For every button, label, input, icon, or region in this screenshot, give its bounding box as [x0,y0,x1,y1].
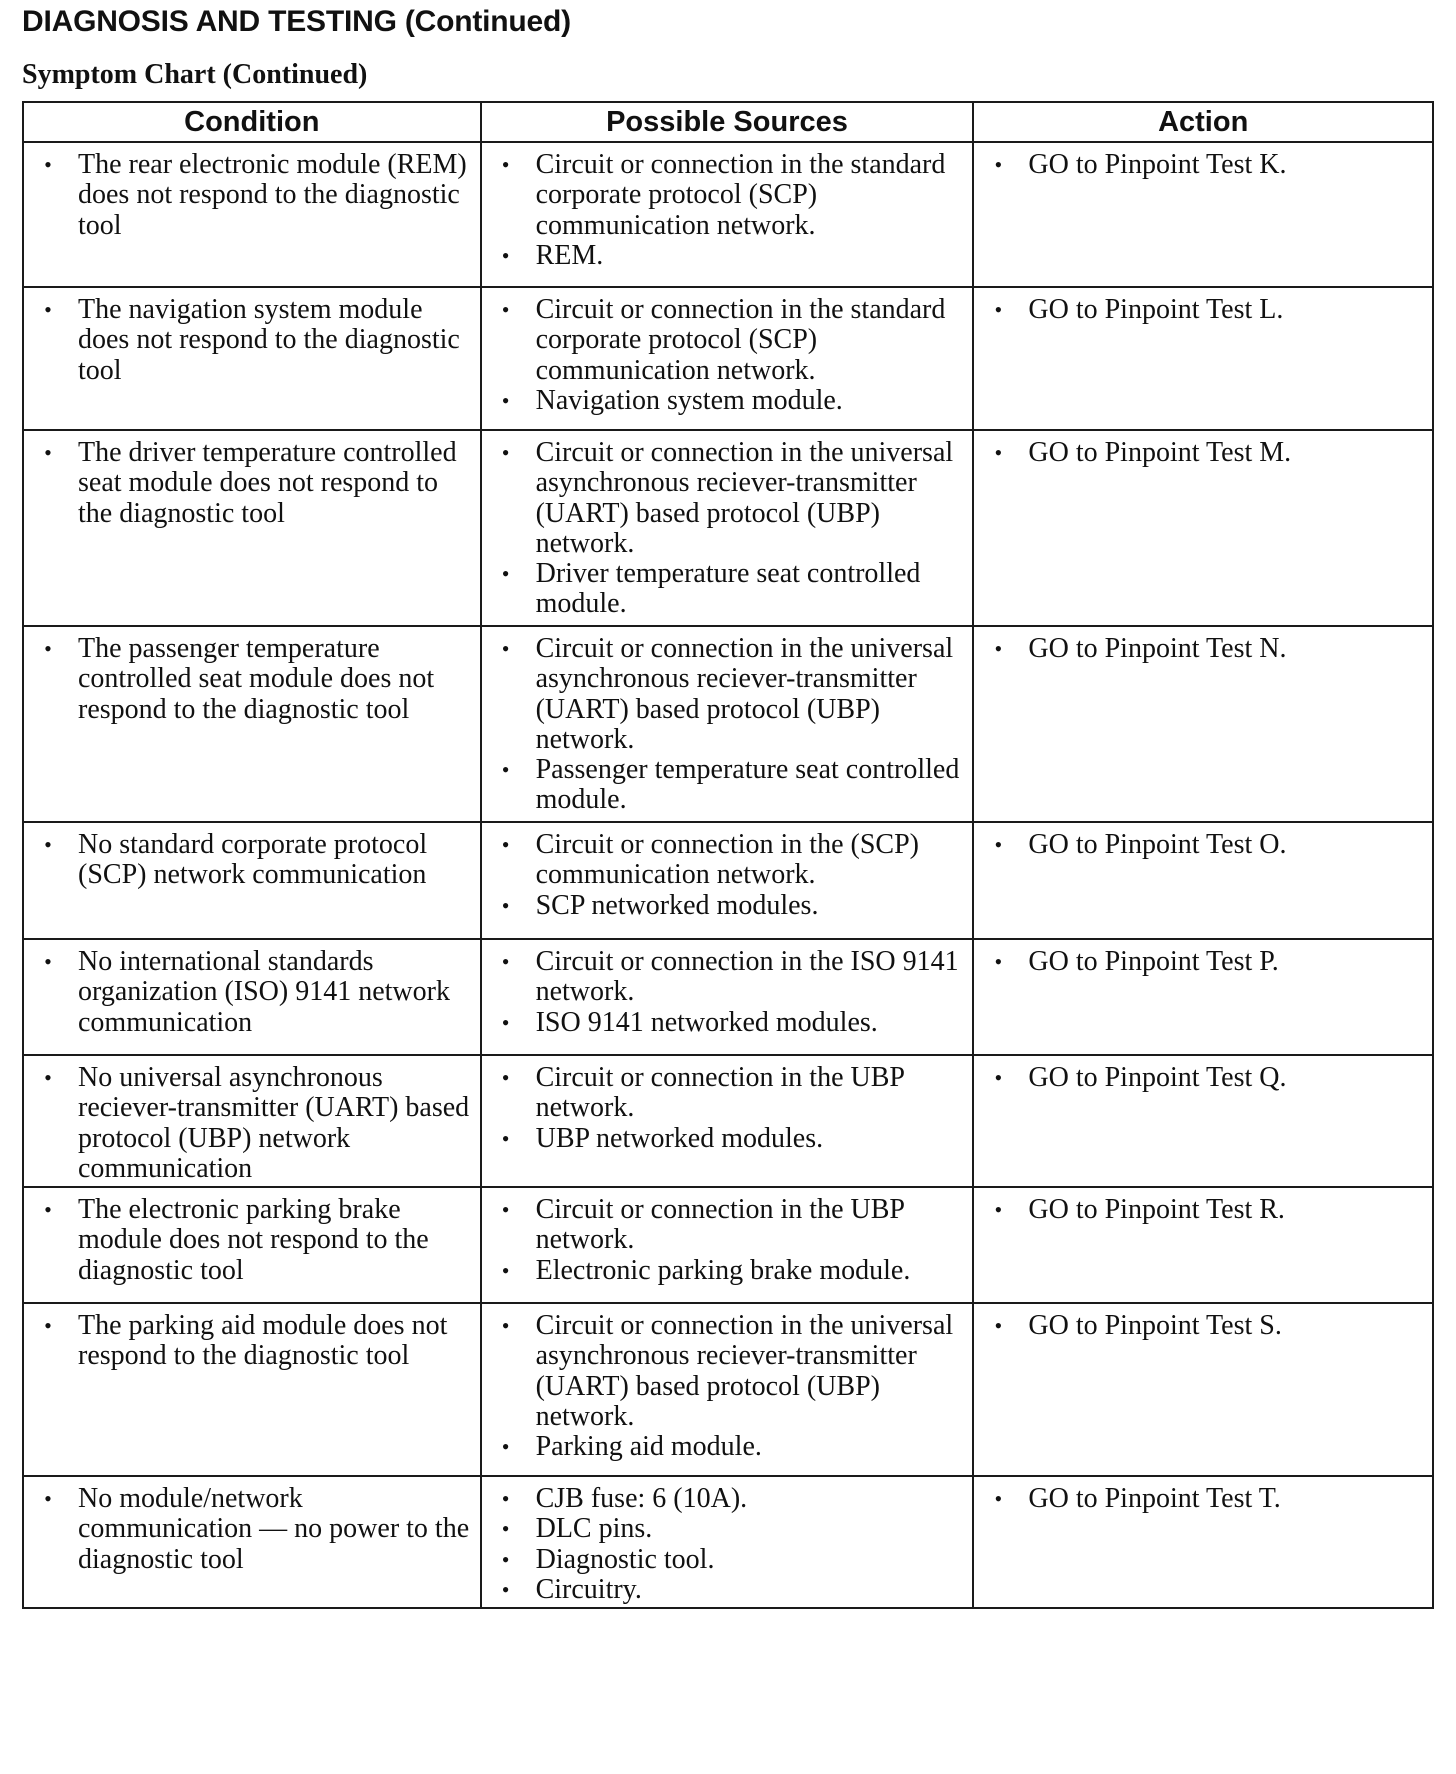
list-item [34,438,470,529]
table-header-row [23,102,1433,142]
item-text: The navigation system module does not respond to the diagnostic tool [78,294,460,386]
bullet-list [34,1063,470,1184]
item-text: GO to Pinpoint Test M. [1028,437,1292,468]
bullet-icon: • [501,152,510,177]
table-row [23,1187,1433,1303]
bullet-icon: • [44,1486,52,1512]
table-row [23,1303,1433,1476]
bullet-list [492,295,963,416]
list-item [984,634,1422,664]
item-text: GO to Pinpoint Test L. [1028,294,1284,325]
list-item [984,150,1422,180]
item-text: The driver temperature controlled seat module does not respond to the diagnostic tool [78,437,457,529]
action-cell [973,1476,1433,1608]
item-text: GO to Pinpoint Test S. [1028,1310,1282,1342]
possible-sources-cell [481,430,974,626]
item-text: CJB fuse: 6 (10A). [535,1483,748,1515]
item-text: Parking aid module. [535,1431,762,1463]
list-item [984,830,1422,860]
list-item [34,1195,470,1286]
bullet-icon: • [44,1197,52,1223]
condition-cell [23,939,481,1055]
item-text: Circuit or connection in the universal asynchronous reciever-transmitter (UART) based protocol (UBP) network. [535,1310,954,1433]
item-text: ISO 9141 networked modules. [535,1006,878,1038]
action-cell [973,939,1433,1055]
item-text: GO to Pinpoint Test R. [1028,1194,1285,1226]
list-item [492,150,963,241]
bullet-icon: • [994,1197,1003,1223]
bullet-icon: • [501,242,510,268]
list-item [984,1311,1422,1341]
bullet-icon: • [501,757,510,783]
condition-cell [23,1303,481,1476]
list-item [492,1063,963,1124]
bullet-list [492,1195,963,1286]
list-item [492,947,963,1008]
item-text: DLC pins. [535,1513,653,1545]
bullet-list [984,295,1422,325]
column-header-condition: Condition [23,102,481,142]
item-text: Diagnostic tool. [535,1543,715,1575]
item-text: Circuit or connection in the (SCP) communication network. [535,829,919,891]
possible-sources-cell [481,287,974,430]
bullet-icon: • [501,949,510,974]
list-item [492,755,963,816]
possible-sources-cell [481,1476,974,1608]
bullet-list [492,830,963,921]
condition-cell [23,1055,481,1187]
item-text: Circuit or connection in the UBP network. [535,1062,904,1124]
item-text: Circuitry. [535,1574,642,1606]
bullet-icon: • [501,1516,510,1542]
bullet-list [984,1311,1422,1341]
condition-cell [23,142,481,287]
bullet-list [984,830,1422,860]
condition-cell [23,822,481,939]
item-text: Circuit or connection in the universal asynchronous reciever-transmitter (UART) based protocol (UBP) network. [535,437,954,559]
table-body [23,142,1433,1608]
list-item [34,1311,470,1372]
bullet-list [34,830,470,891]
bullet-icon: • [501,1065,510,1090]
bullet-list [34,150,470,241]
bullet-icon: • [501,892,510,918]
item-text: Circuit or connection in the standard corporate protocol (SCP) communication network. [535,294,946,386]
action-cell [973,822,1433,939]
list-item [984,295,1422,325]
table-row [23,1476,1433,1608]
action-cell [973,287,1433,430]
bullet-icon: • [501,440,510,465]
item-text: Circuit or connection in the universal asynchronous reciever-transmitter (UART) based protocol (UBP) network. [535,633,954,755]
list-item [492,891,963,921]
bullet-icon: • [994,832,1003,857]
bullet-icon: • [44,440,52,465]
item-text: No module/network communication — no power to the diagnostic tool [78,1483,470,1575]
bullet-list [492,1311,963,1462]
bullet-list [984,438,1422,468]
list-item [984,438,1422,468]
action-cell [973,142,1433,287]
list-item [492,241,963,271]
list-item [492,295,963,386]
bullet-icon: • [501,1434,510,1460]
chart-subtitle: Symptom Chart (Continued) [22,59,368,90]
list-item [492,1432,963,1462]
item-text: REM. [535,239,604,271]
list-item [34,1484,470,1575]
condition-cell [23,287,481,430]
bullet-list [492,1484,963,1605]
bullet-list [492,150,963,271]
bullet-list [984,947,1422,977]
list-item [492,830,963,891]
item-text: Circuit or connection in the standard corporate protocol (SCP) communication network. [535,149,946,241]
item-text: SCP networked modules. [535,889,819,921]
bullet-list [492,947,963,1038]
bullet-icon: • [44,636,52,661]
list-item [492,438,963,559]
bullet-list [492,634,963,816]
action-cell [973,1187,1433,1303]
item-text: GO to Pinpoint Test P. [1028,946,1279,977]
condition-cell [23,1476,481,1608]
item-text: The electronic parking brake module does not respond to the diagnostic tool [78,1194,429,1286]
bullet-list [34,1311,470,1372]
bullet-icon: • [501,1257,510,1283]
list-item [492,1256,963,1286]
bullet-icon: • [994,636,1003,661]
list-item [492,1484,963,1514]
possible-sources-cell [481,822,974,939]
bullet-icon: • [994,949,1003,974]
item-text: GO to Pinpoint Test N. [1028,633,1287,664]
bullet-icon: • [501,387,510,413]
bullet-icon: • [501,1125,510,1151]
list-item [984,1063,1422,1093]
bullet-list [984,150,1422,180]
bullet-icon: • [994,1313,1003,1339]
item-text: Circuit or connection in the ISO 9141 network. [535,946,959,1008]
item-text: The rear electronic module (REM) does not respond to the diagnostic tool [78,149,467,241]
item-text: The passenger temperature controlled seat module does not respond to the diagnostic tool [78,633,435,725]
bullet-icon: • [994,1486,1003,1512]
list-item [984,947,1422,977]
possible-sources-cell [481,626,974,822]
list-item [492,1008,963,1038]
bullet-icon: • [501,1577,510,1603]
item-text: GO to Pinpoint Test T. [1028,1483,1281,1515]
action-cell [973,1303,1433,1476]
bullet-list [34,1195,470,1286]
list-item [492,1195,963,1256]
bullet-list [984,634,1422,664]
action-cell [973,626,1433,822]
bullet-list [984,1484,1422,1514]
list-item [34,830,470,891]
bullet-icon: • [501,636,510,661]
bullet-list [492,438,963,620]
item-text: Navigation system module. [535,384,843,416]
possible-sources-cell [481,1303,974,1476]
bullet-icon: • [44,832,52,857]
list-item [492,1545,963,1575]
bullet-icon: • [501,1486,510,1512]
bullet-list [492,1063,963,1154]
possible-sources-cell [481,1187,974,1303]
item-text: GO to Pinpoint Test Q. [1028,1062,1287,1093]
item-text: No international standards organization (ISO) 9141 network communication [78,946,450,1038]
possible-sources-cell [481,939,974,1055]
bullet-icon: • [44,1065,52,1090]
item-text: No universal asynchronous reciever-transmitter (UART) based protocol (UBP) network communication [78,1062,470,1184]
bullet-icon: • [44,152,52,177]
item-text: No standard corporate protocol (SCP) network communication [78,829,428,891]
column-header-possible-sources: Possible Sources [481,102,974,142]
bullet-icon: • [501,1197,510,1223]
bullet-list [34,634,470,725]
list-item [492,1575,963,1605]
action-cell [973,1055,1433,1187]
bullet-list [984,1063,1422,1093]
list-item [492,386,963,416]
action-cell [973,430,1433,626]
item-text: Passenger temperature seat controlled module. [535,754,960,816]
possible-sources-cell [481,1055,974,1187]
list-item [492,1514,963,1544]
bullet-list [34,947,470,1038]
list-item [34,947,470,1038]
bullet-icon: • [994,297,1003,322]
table-row [23,939,1433,1055]
list-item [492,1311,963,1432]
item-text: The parking aid module does not respond to the diagnostic tool [78,1310,448,1372]
item-text: Electronic parking brake module. [535,1254,911,1286]
page-heading: DIAGNOSIS AND TESTING (Continued) [22,5,571,38]
item-text: UBP networked modules. [535,1122,824,1154]
column-header-action: Action [973,102,1433,142]
bullet-icon: • [501,1009,510,1035]
condition-cell [23,626,481,822]
table-row [23,142,1433,287]
list-item [492,559,963,620]
item-text: GO to Pinpoint Test K. [1028,149,1287,180]
item-text: GO to Pinpoint Test O. [1028,829,1287,860]
table-row [23,1055,1433,1187]
list-item [492,1124,963,1154]
list-item [984,1484,1422,1514]
bullet-list [34,438,470,529]
condition-cell [23,1187,481,1303]
bullet-icon: • [44,949,52,974]
table-row [23,626,1433,822]
bullet-icon: • [501,297,510,322]
bullet-icon: • [501,561,510,587]
item-text: Driver temperature seat controlled module. [535,558,921,620]
bullet-icon: • [501,1313,510,1339]
bullet-icon: • [994,440,1003,465]
bullet-icon: • [44,1313,52,1339]
bullet-icon: • [994,152,1003,177]
bullet-icon: • [501,1546,510,1572]
condition-cell [23,430,481,626]
bullet-icon: • [44,297,52,322]
table-row [23,287,1433,430]
possible-sources-cell [481,142,974,287]
list-item [984,1195,1422,1225]
bullet-icon: • [994,1065,1003,1090]
list-item [492,634,963,755]
list-item [34,295,470,386]
symptom-chart-table [22,101,1434,1609]
bullet-list [984,1195,1422,1225]
bullet-list [34,295,470,386]
list-item [34,150,470,241]
table-row [23,822,1433,939]
table-row [23,430,1433,626]
list-item [34,1063,470,1184]
item-text: Circuit or connection in the UBP network. [535,1194,904,1256]
list-item [34,634,470,725]
bullet-icon: • [501,832,510,857]
bullet-list [34,1484,470,1575]
